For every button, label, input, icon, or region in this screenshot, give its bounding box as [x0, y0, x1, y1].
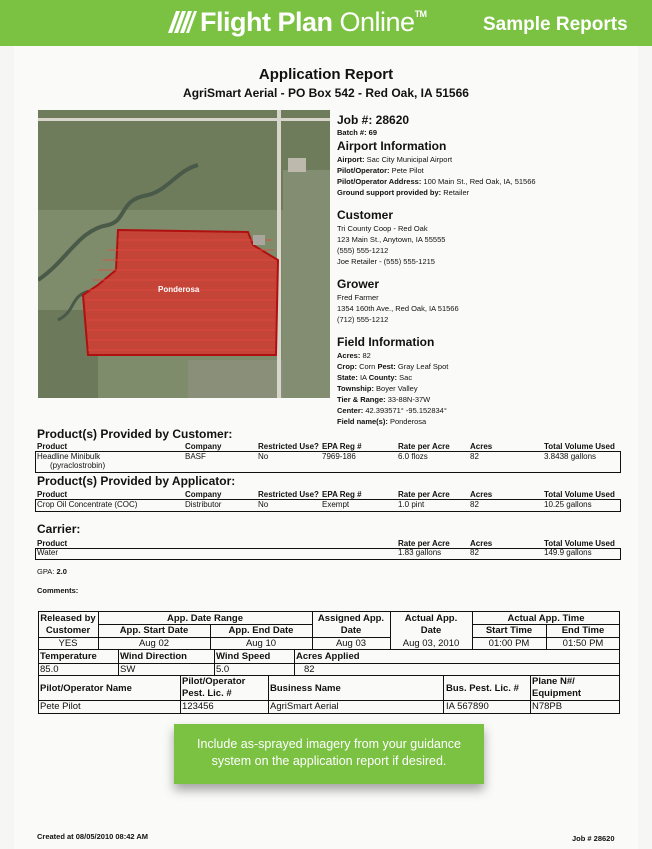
gpa-label: GPA: — [37, 567, 55, 576]
col-restricted: Restricted Use? — [258, 490, 319, 499]
pilot-address-value: 100 Main St., Red Oak, IA, 51566 — [423, 177, 536, 186]
customer-line: Joe Retailer - (555) 555-1215 — [337, 257, 435, 266]
created-timestamp: Created at 08/05/2010 08:42 AM — [37, 832, 149, 841]
product-company: BASF — [185, 452, 206, 461]
end-time-header: End Time — [561, 625, 605, 636]
assigned-date-header: Assigned App. — [317, 613, 385, 624]
pilot-name-value: Pete Pilot — [40, 701, 81, 712]
plane-value: N78PB — [532, 701, 563, 712]
pilot-value: Pete Pilot — [391, 166, 424, 175]
ground-support-value: Retailer — [443, 188, 470, 197]
assigned-date-header-2: Date — [340, 625, 362, 636]
product-restricted: No — [258, 500, 269, 509]
report-title: Application Report — [258, 66, 394, 83]
field-heading: Field Information — [337, 335, 435, 349]
col-company: Company — [185, 442, 222, 451]
start-time-value: 01:00 PM — [488, 638, 530, 649]
plane-header-2: Equipment — [532, 688, 582, 699]
wind-direction-value: SW — [120, 664, 136, 675]
col-restricted: Restricted Use? — [258, 442, 319, 451]
airport-label: Airport: — [337, 155, 365, 164]
customer-heading: Customer — [337, 208, 394, 222]
col-product: Product — [37, 490, 68, 499]
start-time-header: Start Time — [485, 625, 533, 636]
crop-label: Crop: — [337, 362, 357, 371]
temperature-value: 85.0 — [40, 664, 59, 675]
pest-value: Gray Leaf Spot — [397, 362, 449, 371]
acres-applied-header: Acres Applied — [296, 651, 360, 662]
released-value: YES — [58, 638, 78, 649]
callout-line-1: Include as-sprayed imagery from your guidance — [196, 737, 462, 751]
pilot-license-value: 123456 — [182, 701, 214, 712]
pilot-label: Pilot/Operator: — [337, 166, 390, 175]
crop-value: Corn — [359, 362, 376, 371]
carrier-heading: Carrier: — [37, 522, 81, 536]
flight-plan-logo — [170, 4, 427, 40]
pilot-address-label: Pilot/Operator Address: — [337, 177, 422, 186]
pilot-license-header-2: Pest. Lic. # — [182, 688, 232, 699]
wind-speed-value: 5.0 — [216, 664, 230, 675]
grower-heading: Grower — [337, 277, 380, 291]
product-name: Crop Oil Concentrate (COC) — [37, 500, 138, 509]
released-header-2: Customer — [45, 625, 91, 636]
state-value: IA — [359, 373, 367, 382]
product-acres: 82 — [470, 452, 479, 461]
carrier-rate: 1.83 gallons — [398, 548, 442, 557]
pest-label: Pest: — [377, 362, 396, 371]
product-epa: 7969-186 — [322, 452, 356, 461]
customer-products-heading: Product(s) Provided by Customer: — [37, 427, 233, 441]
header-banner — [0, 0, 652, 46]
actual-date-header-2: Date — [420, 625, 442, 636]
airport-heading: Airport Information — [337, 139, 447, 153]
wind-direction-header: Wind Direction — [120, 651, 187, 662]
product-rate: 1.0 pint — [398, 500, 425, 509]
actual-date-value: Aug 03, 2010 — [402, 638, 460, 649]
job-number: Job #: 28620 — [337, 113, 410, 127]
col-acres: Acres — [470, 490, 493, 499]
product-rate: 6.0 flozs — [398, 452, 428, 461]
center-label: Center: — [337, 406, 364, 415]
township-label: Township: — [337, 384, 374, 393]
col-total: Total Volume Used — [544, 442, 615, 451]
product-name: Headline Minibulk — [37, 452, 101, 461]
aerial-map — [38, 110, 330, 398]
date-range-header: App. Date Range — [166, 613, 243, 624]
end-date-header: App. End Date — [228, 625, 294, 636]
assigned-date-value: Aug 03 — [335, 638, 367, 649]
plane-header: Plane N#/ — [532, 676, 575, 687]
grower-line: Fred Farmer — [337, 293, 379, 302]
end-time-value: 01:50 PM — [562, 638, 604, 649]
start-date-value: Aug 02 — [138, 638, 170, 649]
pilot-license-header: Pilot/Operator — [182, 676, 246, 687]
comments-label: Comments: — [37, 586, 79, 595]
ground-support-label: Ground support provided by: — [337, 188, 442, 197]
imagery-callout — [174, 724, 484, 784]
col-total: Total Volume Used — [544, 490, 615, 499]
product-restricted: No — [258, 452, 269, 461]
carrier-total: 149.9 gallons — [544, 548, 592, 557]
logo-mark-icon — [170, 9, 196, 35]
wind-speed-header: Wind Speed — [216, 651, 271, 662]
temperature-header: Temperature — [40, 651, 97, 662]
acres-applied-value: 82 — [304, 664, 315, 675]
start-date-header: App. Start Date — [119, 625, 189, 636]
carrier-product: Water — [37, 548, 59, 557]
col-acres: Acres — [470, 539, 493, 548]
field-name-value: Ponderosa — [389, 417, 427, 426]
col-total: Total Volume Used — [544, 539, 615, 548]
business-license-header: Bus. Pest. Lic. # — [446, 683, 519, 694]
batch-number: Batch #: 69 — [337, 128, 378, 137]
end-date-value: Aug 10 — [245, 638, 277, 649]
business-name-header: Business Name — [270, 683, 341, 694]
product-acres: 82 — [470, 500, 479, 509]
col-rate: Rate per Acre — [398, 490, 450, 499]
logo-text-thin: Online — [339, 6, 415, 37]
tier-range-value: 33-88N-37W — [387, 395, 431, 404]
callout-line-2: system on the application report if desired. — [211, 754, 447, 768]
released-header: Released by — [40, 613, 96, 624]
col-epa: EPA Reg # — [322, 442, 362, 451]
acres-value: 82 — [362, 351, 371, 360]
business-license-value: IA 567890 — [446, 701, 489, 712]
township-value: Boyer Valley — [376, 384, 418, 393]
county-label: County: — [368, 373, 398, 382]
trademark: TM — [414, 8, 427, 19]
logo-text-bold: Flight Plan — [200, 6, 333, 37]
col-product: Product — [37, 539, 68, 548]
acres-label: Acres: — [337, 351, 361, 360]
field-name-label: Field name(s): — [337, 417, 388, 426]
col-product: Product — [37, 442, 68, 451]
product-subname: (pyraclostrobin) — [50, 461, 106, 470]
applicator-products-heading: Product(s) Provided by Applicator: — [37, 474, 236, 488]
customer-line: 123 Main St., Anytown, IA 55555 — [337, 235, 446, 244]
actual-time-header: Actual App. Time — [507, 613, 585, 624]
business-name-value: AgriSmart Aerial — [270, 701, 339, 712]
application-details-grid — [38, 611, 620, 715]
product-company: Distributor — [185, 500, 222, 509]
col-epa: EPA Reg # — [322, 490, 362, 499]
carrier-acres: 82 — [470, 548, 479, 557]
pilot-name-header: Pilot/Operator Name — [40, 683, 132, 694]
gpa-value: 2.0 — [56, 567, 67, 576]
col-rate: Rate per Acre — [398, 539, 450, 548]
airport-value: Sac City Municipal Airport — [366, 155, 453, 164]
sample-reports-label: Sample Reports — [483, 14, 628, 35]
state-label: State: — [337, 373, 358, 382]
customer-line: Tri County Coop - Red Oak — [337, 224, 428, 233]
report-subtitle: AgriSmart Aerial - PO Box 542 - Red Oak, IA 51566 — [183, 86, 469, 100]
col-acres: Acres — [470, 442, 493, 451]
product-total: 3.8438 gallons — [544, 452, 597, 461]
col-company: Company — [185, 490, 222, 499]
tier-range-label: Tier & Range: — [337, 395, 386, 404]
actual-date-header: Actual App. — [404, 613, 458, 624]
product-epa: Exempt — [322, 500, 350, 509]
grower-line: (712) 555-1212 — [337, 315, 389, 324]
footer-job-number: Job # 28620 — [572, 834, 615, 843]
center-value: 42.393571° -95.152834° — [365, 406, 447, 415]
col-rate: Rate per Acre — [398, 442, 450, 451]
carrier-row-box — [35, 548, 621, 560]
county-value: Sac — [399, 373, 413, 382]
product-total: 10.25 gallons — [544, 500, 592, 509]
field-label: Ponderosa — [158, 285, 200, 294]
customer-line: (555) 555-1212 — [337, 246, 389, 255]
grower-line: 1354 160th Ave., Red Oak, IA 51566 — [337, 304, 459, 313]
